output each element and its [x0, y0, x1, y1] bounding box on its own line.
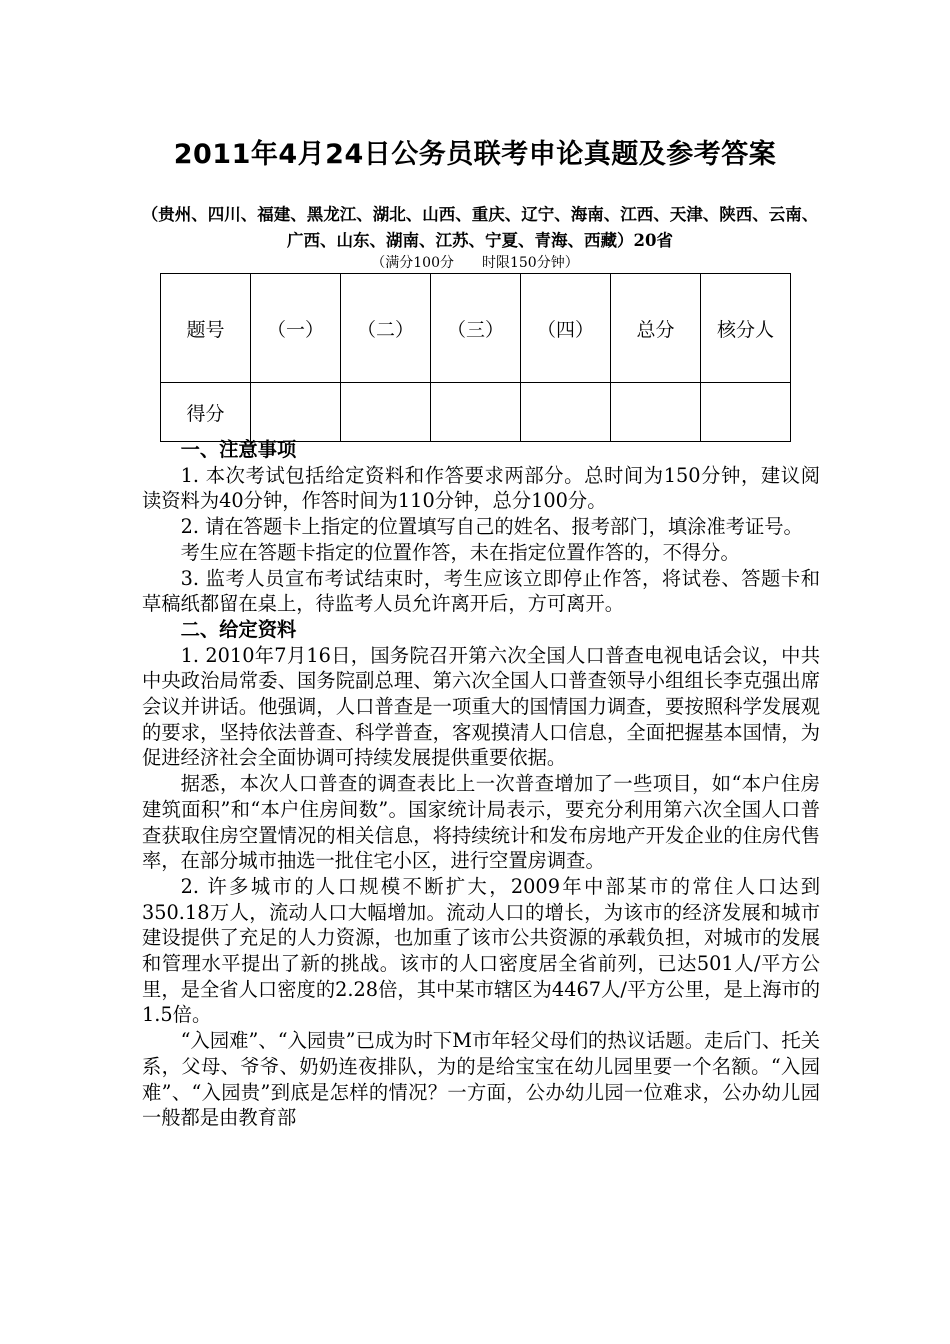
score-cell: [341, 383, 431, 442]
header-cell-part-4: （四）: [521, 274, 611, 383]
paragraph: 1. 2010年7月16日，国务院召开第六次全国人口普查电视电话会议，中共中央政治局常委、国务院副总理、第六次全国人口普查领导小组组长李克强出席会议并讲话。他强调，人口普查是一项重大的国情国力调查，要按照科学发展观的要求，坚持依法普查、科学普查，客观摸清人口信息，全面把握基本国情，为促进经济社会全面协调可持续发展提供重要依据。: [142, 643, 820, 770]
header-cell-total: 总分: [611, 274, 701, 383]
score-cell: [521, 383, 611, 442]
paragraph: 2. 请在答题卡上指定的位置填写自己的姓名、报考部门，填涂准考证号。: [180, 515, 803, 539]
score-table: [160, 273, 791, 442]
exam-info: （满分100分 时限150分钟）: [371, 255, 579, 271]
header-cell-part-2: （二）: [341, 274, 431, 383]
score-table-header-row: [161, 274, 791, 383]
section-heading-notes: 一、注意事项: [180, 438, 297, 461]
header-cell-checker: 核分人: [701, 274, 791, 383]
document-body: [142, 437, 820, 1131]
paragraph: 3. 监考人员宣布考试结束时，考生应该立即停止作答，将试卷、答题卡和草稿纸都留在桌上，待监考人员允许离开后，方可离开。: [142, 566, 820, 616]
header-cell-part-3: （三）: [431, 274, 521, 383]
score-cell: [251, 383, 341, 442]
paragraph: 据悉，本次人口普查的调查表比上一次普查增加了一些项目，如“本户住房建筑面积”和“本户住房间数”。国家统计局表示，要充分利用第六次全国人口普查获取住房空置情况的相关信息，将持续统计和发布房地产开发企业的住房代售率，在部分城市抽选一批住宅小区，进行空置房调查。: [142, 772, 820, 873]
score-cell: [431, 383, 521, 442]
score-cell: [611, 383, 701, 442]
provinces-note: （贵州、四川、福建、黑龙江、湖北、山西、重庆、辽宁、海南、江西、天津、陕西、云南、广西、山东、湖南、江苏、宁夏、青海、西藏）20省: [141, 205, 819, 250]
score-row-label: 得分: [161, 383, 251, 442]
paragraph: 考生应在答题卡指定的位置作答，未在指定位置作答的，不得分。: [180, 540, 740, 564]
paragraph: “入园难”、“入园贵”已成为时下M市年轻父母们的热议话题。走后门、托关系，父母、爷爷、奶奶连夜排队，为的是给宝宝在幼儿园里要一个名额。“入园难”、“入园贵”到底是怎样的情况？一方面，公办幼儿园一位难求，公办幼儿园一般都是由教育部: [142, 1029, 820, 1130]
score-cell: [701, 383, 791, 442]
header-cell-question-number: 题号: [161, 274, 251, 383]
document-title: 2011年4月24日公务员联考申论真题及参考答案: [173, 139, 777, 170]
paragraph: 1. 本次考试包括给定资料和作答要求两部分。总时间为150分钟，建议阅读资料为40分钟，作答时间为110分钟，总分100分。: [142, 463, 820, 513]
paragraph: 2. 许多城市的人口规模不断扩大，2009年中部某市的常住人口达到350.18万人，流动人口大幅增加。流动人口的增长，为该市的经济发展和城市建设提供了充足的人力资源，也加重了该市公共资源的承载负担，对城市的发展和管理水平提出了新的挑战。该市的人口密度居全省前列，已达501人/平方公里，是全省人口密度的2.28倍，其中某市辖区为4467人/平方公里，是上海市的1.5倍。: [142, 874, 820, 1027]
header-cell-part-1: （一）: [251, 274, 341, 383]
section-heading-materials: 二、给定资料: [180, 617, 297, 641]
score-table-score-row: [161, 383, 791, 442]
